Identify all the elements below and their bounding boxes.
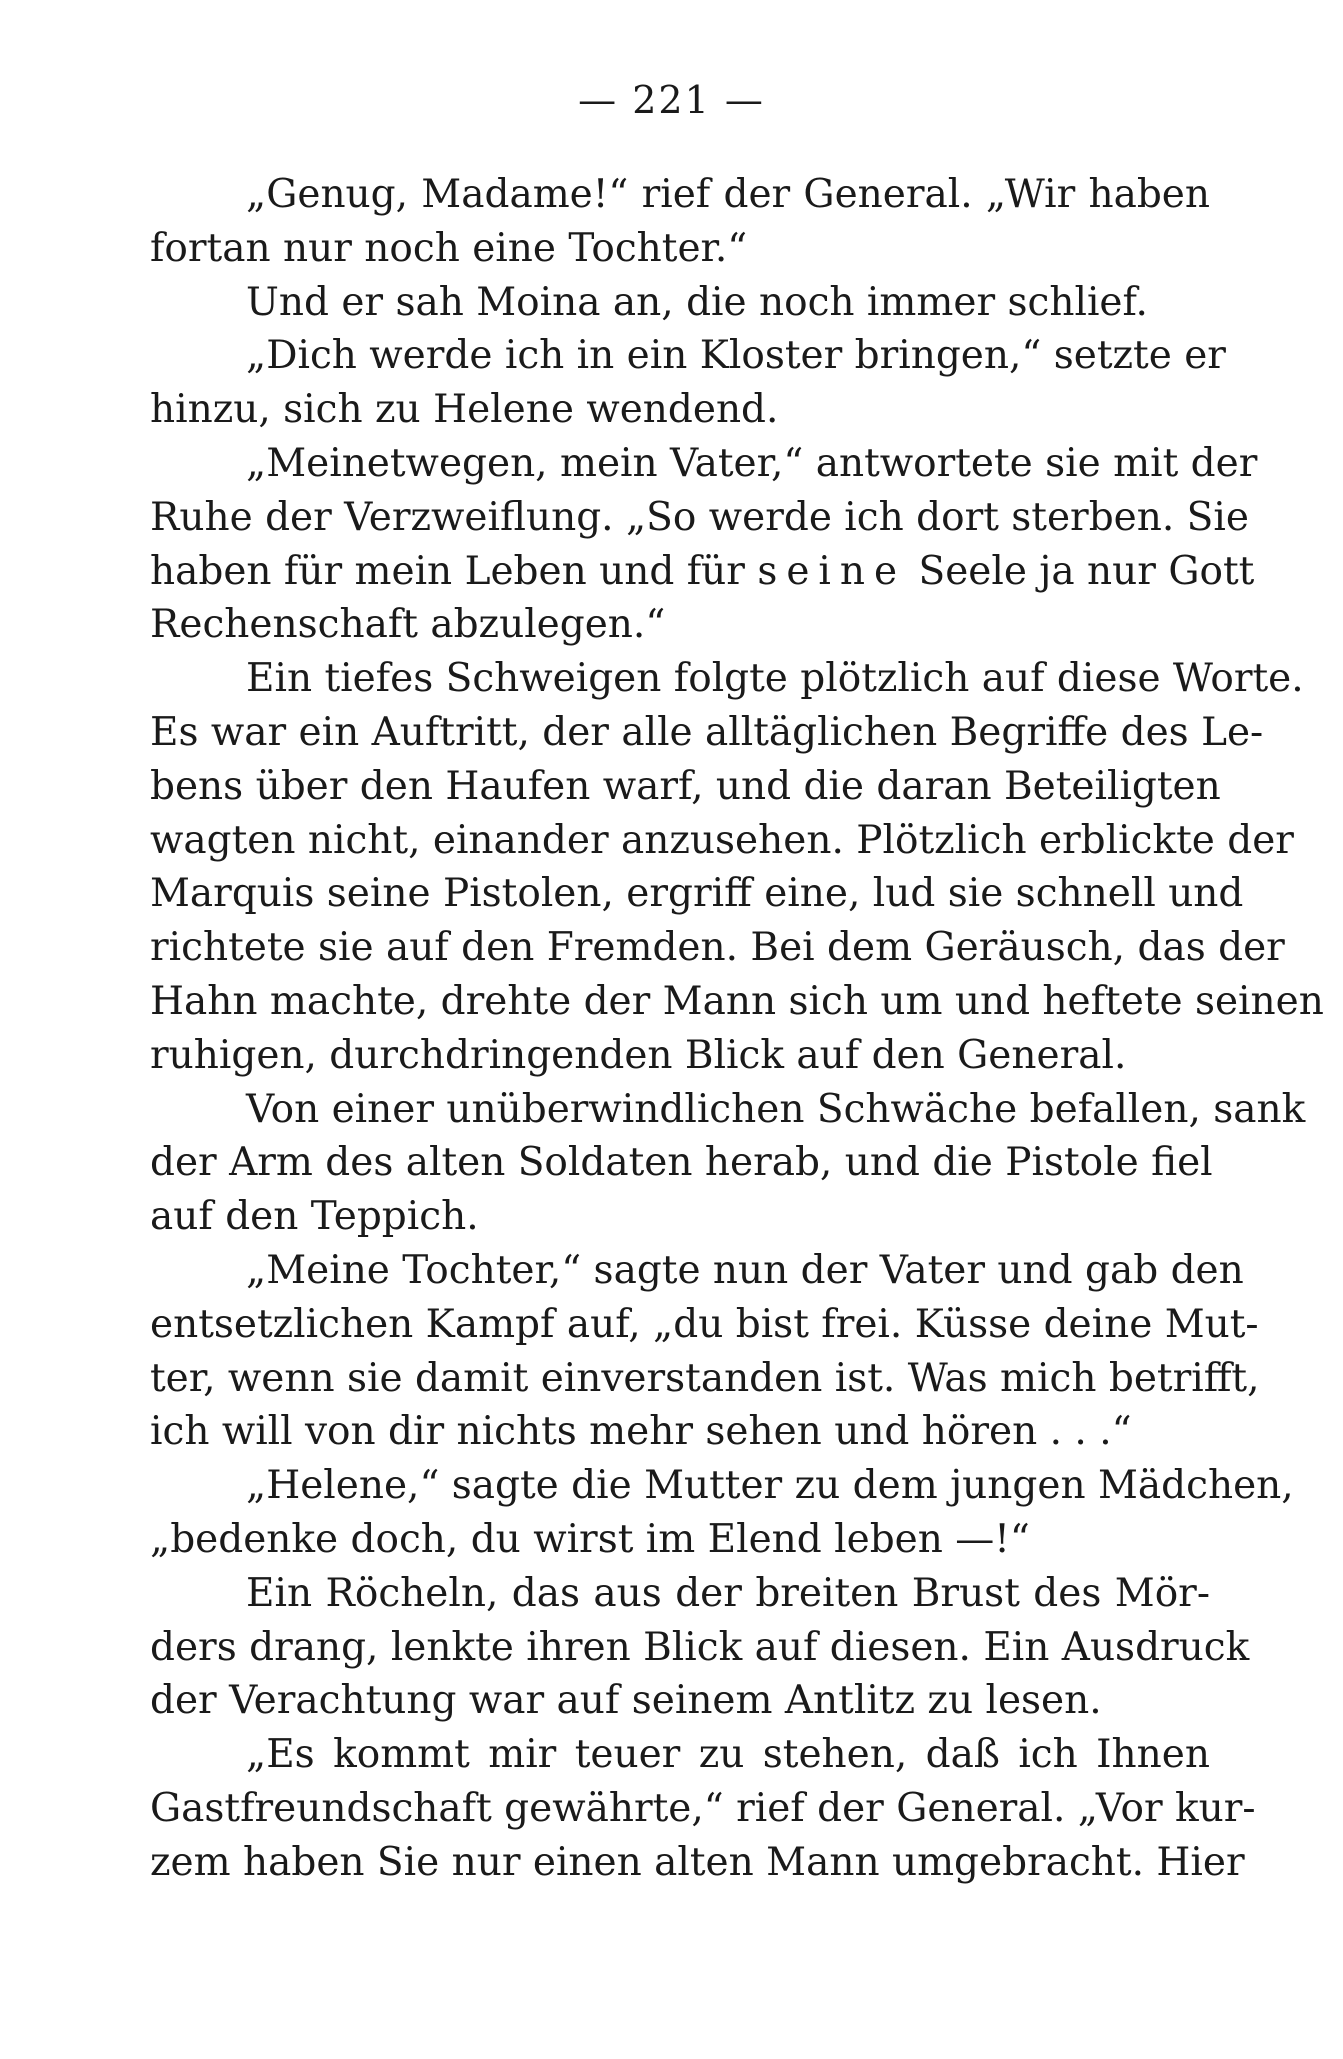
text-line — [150, 706, 1264, 760]
text-segment: zem haben Sie nur einen alten Mann umgebracht. Hier — [150, 1839, 1245, 1885]
text-segment: der Verachtung war auf seinem Antlitz zu lesen. — [150, 1678, 1102, 1724]
text-line — [150, 1459, 1294, 1513]
text-segment: Seele ja nur Gott — [906, 548, 1255, 594]
text-line — [150, 1621, 1250, 1675]
text-segment: hinzu, sich zu Helene wendend. — [150, 387, 779, 433]
text-line — [150, 1298, 1259, 1352]
text-segment: auf den Teppich. — [150, 1194, 479, 1240]
text-line — [150, 1405, 1210, 1459]
text-segment: Ein tiefes Schweigen folgte plötzlich auf diese Worte. — [246, 656, 1304, 702]
text-line — [150, 222, 1210, 276]
text-segment: Gastfreundschaft gewährte,“ rief der General. „Vor kur- — [150, 1785, 1256, 1831]
text-segment: entsetzlichen Kampf auf, „du bist frei. Küsse deine Mut- — [150, 1301, 1259, 1347]
text-segment: „Genug, Madame!“ rief der General. „Wir haben — [246, 172, 1210, 217]
text-line — [150, 598, 1210, 652]
text-line — [150, 652, 1304, 706]
text-line — [150, 1244, 1244, 1298]
text-line — [150, 545, 1255, 599]
text-line — [150, 276, 1210, 330]
text-line — [150, 1836, 1245, 1890]
text-line — [150, 1728, 1210, 1782]
text-segment: ich will von dir nichts mehr sehen und hören . . .“ — [150, 1409, 1132, 1455]
text-segment: Ruhe der Verzweiflung. „So werde ich dort sterben. Sie — [150, 494, 1249, 540]
text-line — [150, 1136, 1213, 1190]
text-line — [150, 1782, 1256, 1836]
text-segment: ter, wenn sie damit einverstanden ist. Was mich betrifft, — [150, 1355, 1260, 1401]
text-segment: Hahn machte, drehte der Mann sich um und heftete seinen — [150, 978, 1324, 1024]
text-segment: der Arm des alten Soldaten herab, und die Pistole fiel — [150, 1140, 1213, 1186]
text-segment: fortan nur noch eine Tochter.“ — [150, 225, 748, 271]
page-number: — 221 — — [578, 78, 765, 122]
text-segment: richtete sie auf den Fremden. Bei dem Geräusch, das der — [150, 925, 1285, 971]
text-segment: „Helene,“ sagte die Mutter zu dem jungen Mädchen, — [246, 1463, 1294, 1509]
text-segment: wagten nicht, einander anzusehen. Plötzlich erblickte der — [150, 817, 1294, 863]
text-segment: „Meinetwegen, mein Vater,“ antwortete sie mit der — [246, 440, 1258, 486]
text-line — [150, 1567, 1210, 1621]
text-line — [150, 975, 1324, 1029]
text-line — [150, 491, 1249, 545]
text-segment: Von einer unüberwindlichen Schwäche befallen, sank — [246, 1086, 1306, 1132]
text-segment: „Meine Tochter,“ sagte nun der Vater und gab den — [246, 1247, 1244, 1293]
text-segment: Und er sah Moina an, die noch immer schlief. — [246, 279, 1148, 325]
text-line — [150, 1674, 1210, 1728]
text-segment: Es war ein Auftritt, der alle alltäglichen Begriffe des Le- — [150, 709, 1264, 755]
text-line — [150, 168, 1210, 222]
text-line — [150, 1352, 1260, 1406]
text-line — [150, 383, 1210, 437]
text-line — [150, 1190, 1210, 1244]
text-segment: „bedenke doch, du wirst im Elend leben —!“ — [150, 1516, 1030, 1562]
text-segment: ders drang, lenkte ihren Blick auf diesen. Ein Ausdruck — [150, 1624, 1250, 1670]
body-text — [150, 168, 1324, 1890]
text-line — [150, 921, 1285, 975]
text-segment: „Es kommt mir teuer zu stehen, daß ich Ihnen — [246, 1732, 1210, 1778]
text-segment: bens über den Haufen warf, und die daran Beteiligten — [150, 763, 1221, 809]
text-line — [150, 1029, 1210, 1083]
text-segment: Ein Röcheln, das aus der breiten Brust des Mör- — [246, 1570, 1210, 1616]
emphasized-word: seine — [757, 548, 907, 594]
text-line — [150, 867, 1244, 921]
text-segment: Marquis seine Pistolen, ergriff eine, lud sie schnell und — [150, 871, 1244, 917]
text-line — [150, 1083, 1306, 1137]
text-line — [150, 437, 1258, 491]
text-line — [150, 814, 1294, 868]
text-line — [150, 329, 1226, 383]
text-segment: Rechenschaft abzulegen.“ — [150, 602, 666, 648]
text-segment: haben für mein Leben und für — [150, 548, 758, 594]
text-line — [150, 1513, 1210, 1567]
text-segment: ruhigen, durchdringenden Blick auf den General. — [150, 1032, 1127, 1078]
text-segment: „Dich werde ich in ein Kloster bringen,“ setzte er — [246, 333, 1226, 379]
text-line — [150, 760, 1221, 814]
